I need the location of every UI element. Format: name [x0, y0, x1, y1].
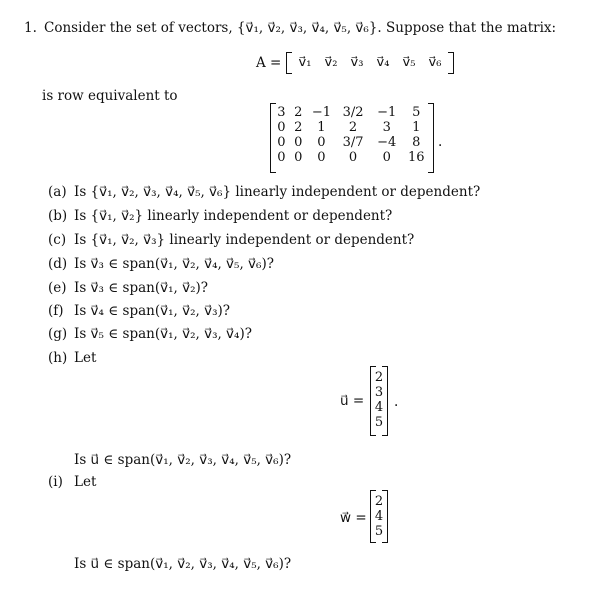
- part-text: Is {v⃗₁, v⃗₂, v⃗₃} linearly independent or dependent?: [74, 232, 415, 248]
- problem-intro: Consider the set of vectors, {v⃗₁, v⃗₂, v⃗₃, v⃗₄, v⃗₅, v⃗₆}. Suppose that the matrix:: [44, 20, 557, 36]
- part-text: Is v⃗₃ ∈ span(v⃗₁, v⃗₂)?: [74, 280, 208, 296]
- rref-row: [274, 150, 430, 165]
- matrix-a-col: v⃗₁: [298, 55, 312, 70]
- matrix-a-col: v⃗₅: [402, 55, 416, 70]
- vector-w-label: w⃗ =: [340, 510, 367, 526]
- rref-table: [274, 105, 430, 165]
- matrix-a-col: v⃗₆: [428, 55, 442, 70]
- part-text: Is v⃗₃ ∈ span(v⃗₁, v⃗₂, v⃗₄, v⃗₅, v⃗₆)?: [74, 256, 274, 272]
- rref-cell: 0: [277, 150, 286, 165]
- rref-cell: 1: [412, 120, 421, 135]
- part-label: (g): [48, 326, 68, 342]
- rref-cell: 0: [277, 135, 286, 150]
- rref-cell: 5: [412, 105, 421, 120]
- vector-u-label: u⃗ =: [340, 393, 365, 409]
- rref-cell: 3/7: [342, 135, 364, 150]
- rref-cell: 0: [277, 120, 286, 135]
- rref-cell: −4: [377, 135, 397, 150]
- part-label: (e): [48, 280, 67, 296]
- rref-cell: −1: [311, 105, 331, 120]
- vector-u: [370, 366, 388, 436]
- vector-w-entries: [372, 494, 386, 539]
- matrix-a-lhs: A =: [256, 55, 282, 71]
- rref-cell: 8: [412, 135, 421, 150]
- matrix-a: [286, 52, 454, 74]
- rref-cell: −1: [377, 105, 397, 120]
- rref-cell: 2: [294, 120, 303, 135]
- vector-u-entry: 5: [374, 415, 384, 430]
- part-text: Let: [74, 474, 97, 490]
- part-label: (i): [48, 474, 63, 490]
- rref-cell: 2: [348, 120, 358, 135]
- vector-u-period: .: [394, 394, 399, 410]
- rref-cell: 1: [317, 120, 326, 135]
- rref-cell: 2: [294, 105, 303, 120]
- row-equivalent-text: is row equivalent to: [42, 88, 178, 104]
- rref-period: .: [438, 134, 443, 150]
- part-label: (f): [48, 303, 64, 319]
- vector-u-entries: [372, 370, 386, 430]
- matrix-a-col: v⃗₂: [324, 55, 338, 70]
- rref-row: [274, 120, 430, 135]
- rref-cell: 16: [408, 150, 425, 165]
- vector-w: [370, 490, 388, 543]
- part-label: (c): [48, 232, 67, 248]
- rref-row: [274, 105, 430, 120]
- vector-w-entry: 5: [374, 524, 384, 539]
- rref-cell: 3: [382, 120, 391, 135]
- rref-cell: 0: [294, 150, 303, 165]
- part-text: Is {v⃗₁, v⃗₂} linearly independent or dependent?: [74, 208, 393, 224]
- vector-w-entry: 2: [374, 494, 384, 509]
- rref-cell: 0: [317, 135, 326, 150]
- part-text: Is {v⃗₁, v⃗₂, v⃗₃, v⃗₄, v⃗₅, v⃗₆} linearly independent or dependent?: [74, 184, 481, 200]
- matrix-a-right-bracket: [448, 52, 454, 74]
- part-label: (h): [48, 350, 68, 366]
- vector-u-entry: 4: [374, 400, 384, 415]
- rref-cell: 3/2: [342, 105, 364, 120]
- part-text: Let: [74, 350, 97, 366]
- problem-number: 1.: [24, 20, 37, 36]
- rref-cell: 0: [382, 150, 391, 165]
- rref-cell: 0: [294, 135, 303, 150]
- rref-row: [274, 135, 430, 150]
- matrix-a-col: v⃗₄: [376, 55, 390, 70]
- part-label: (d): [48, 256, 68, 272]
- matrix-a-col: v⃗₃: [350, 55, 364, 70]
- rref-matrix: [270, 103, 434, 173]
- rref-cell: 0: [317, 150, 326, 165]
- part-text: Is v⃗₅ ∈ span(v⃗₁, v⃗₂, v⃗₃, v⃗₄)?: [74, 326, 252, 342]
- matrix-a-columns: [292, 55, 448, 70]
- vector-u-entry: 2: [374, 370, 384, 385]
- vector-w-entry: 4: [374, 509, 384, 524]
- part-i-question: Is u⃗ ∈ span(v⃗₁, v⃗₂, v⃗₃, v⃗₄, v⃗₅, v⃗₆)?: [74, 556, 292, 572]
- part-h-question: Is u⃗ ∈ span(v⃗₁, v⃗₂, v⃗₃, v⃗₄, v⃗₅, v⃗₆)?: [74, 452, 292, 468]
- part-label: (a): [48, 184, 67, 200]
- rref-cell: 0: [348, 150, 358, 165]
- rref-cell: 3: [277, 105, 286, 120]
- part-text: Is v⃗₄ ∈ span(v⃗₁, v⃗₂, v⃗₃)?: [74, 303, 230, 319]
- vector-u-entry: 3: [374, 385, 384, 400]
- part-label: (b): [48, 208, 68, 224]
